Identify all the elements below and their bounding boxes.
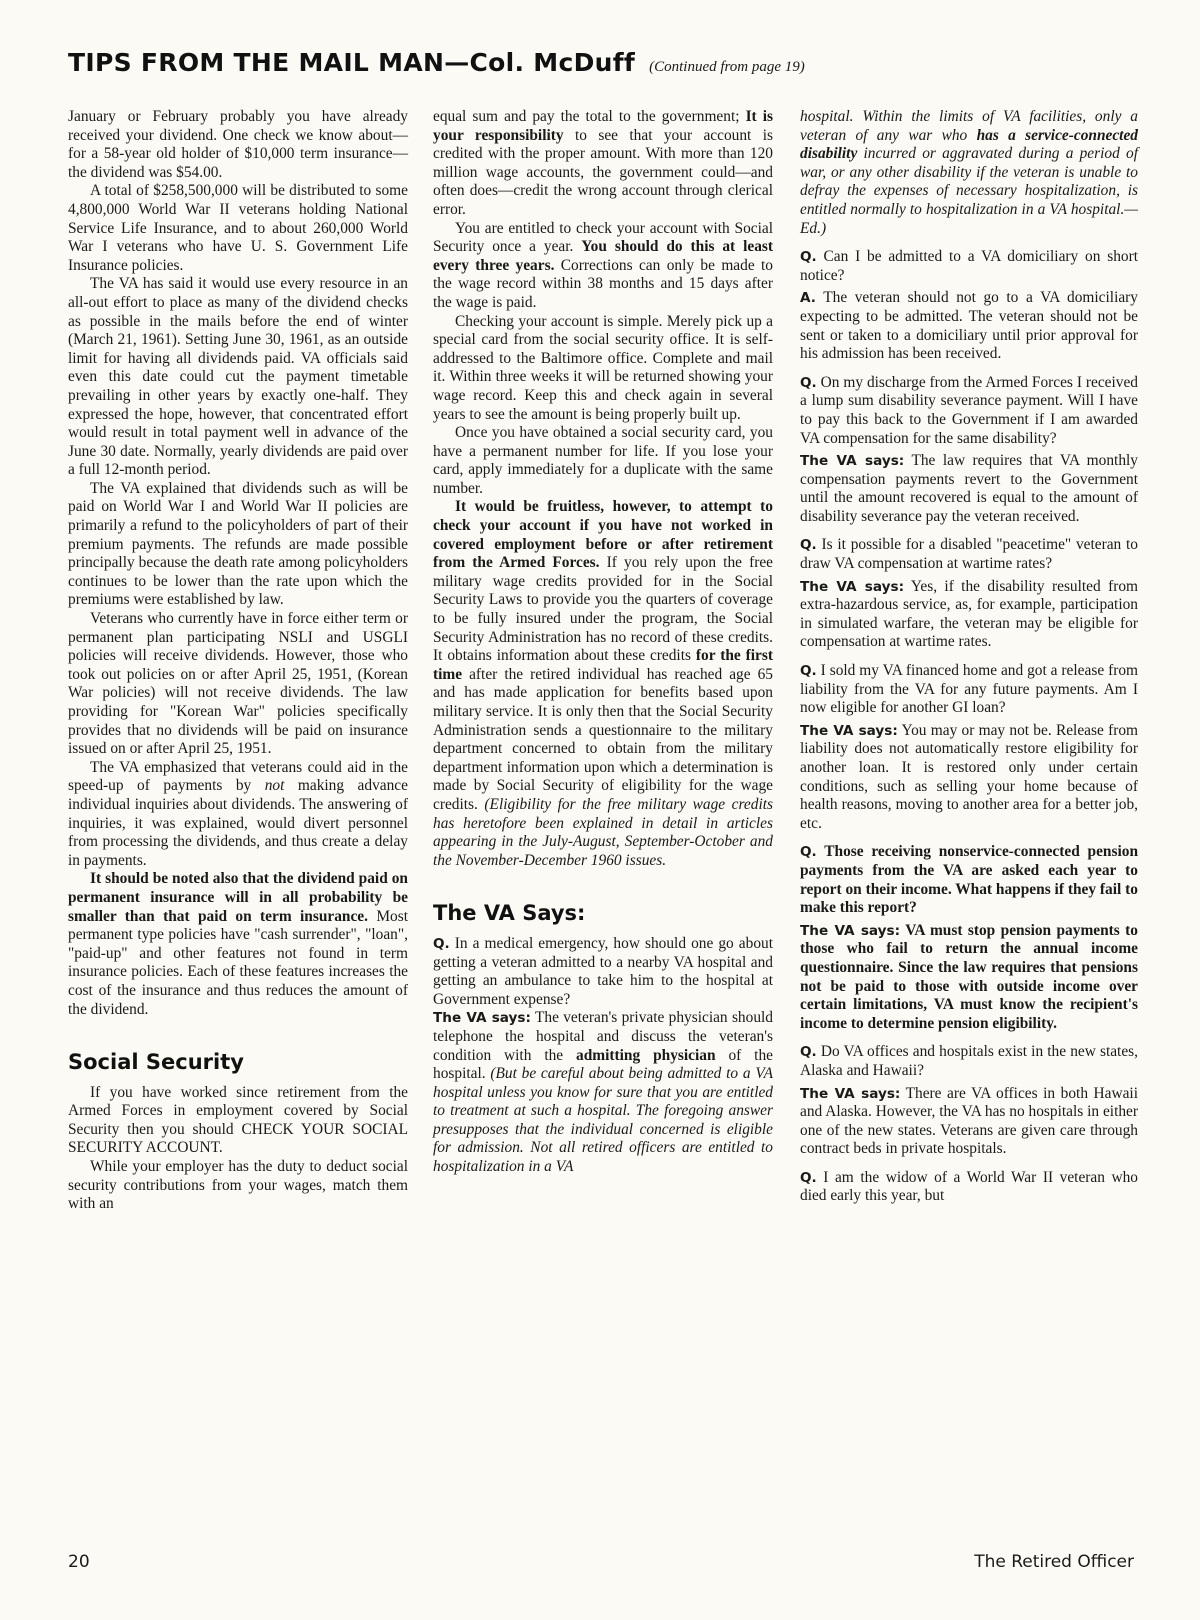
paragraph: If you have worked since retirement from the Armed Forces in employment covered by Social Security then you should CHECK YOUR SOCIAL SECURITY ACCOUNT. — [68, 1083, 408, 1157]
paragraph: The VA explained that dividends such as will be paid on World War I and World War II policies are primarily a refund to the policyholders of part of their premium payments. The refunds are made possible principally because the death rate among policyholders continues to be lower than the rate upon which the premiums were established by law. — [68, 479, 408, 609]
continued-note: (Continued from page 19) — [649, 59, 805, 75]
paragraph: January or February probably you have already received your dividend. One check we know about—for a 58-year old holder of $10,000 term insurance—the dividend was $54.00. — [68, 108, 408, 181]
paragraph: It would be fruitless, however, to attempt to check your account if you have not worked in covered employment before or after retirement from the Armed Forces. If you rely upon the free military wage credits provided for in the Social Security Laws to provide you the quarters of coverage to be fully insured under the program, the Social Security Administration has no record of these credits. It obtains information about these credits for the first time after the retired individual has reached age 65 and has made application for benefits based upon military service. It is only then that the Social Security Administration sends a questionnaire to the military department concerned to obtain from the military department information upon which a determination is made by Social Security of eligibility for the wage credits. (Eligibility for the free military wage credits has heretofore been explained in detail in articles appearing in the July-August, September-October and the November-December 1960 issues. — [433, 498, 774, 869]
paragraph: A total of $258,500,000 will be distributed to some 4,800,000 World War II veterans holding National Service Life Insurance, and to about 260,000 World War I veterans who have U. S. Government Life Insurance policies. — [68, 182, 408, 274]
answer: The VA says: Yes, if the disability resulted from extra-hazardous service, as, for example, participation in simulated warfare, the veteran may be eligible for compensation at wartime rates. — [800, 577, 1138, 651]
paragraph: Veterans who currently have in force either term or permanent plan participating NSLI and USGLI policies will receive dividends. However, those who took out policies on or after April 25, 1951, (Korean War policies) will not receive dividends. The law providing for "Korean War" policies specifically provides that no dividends will be paid on insurance issued on or after April 25, 1951. — [68, 610, 408, 758]
question: Q. Those receiving nonservice-connected pension payments from the VA are asked each year to report on their income. What happens if they fail to make this report? — [800, 843, 1139, 917]
page-number: 20 — [68, 1552, 90, 1572]
question: Q. Is it possible for a disabled "peacetime" veteran to draw VA compensation at wartime rates? — [800, 536, 1138, 573]
answer: The VA says: The law requires that VA monthly compensation payments revert to the Government until the amount recovered is equal to the amount of disability severance pay the veteran received. — [800, 452, 1138, 525]
paragraph: Checking your account is simple. Merely pick up a special card from the social security office. It is self-addressed to the Baltimore office. Complete and mail it. Within three weeks it will be returned showing your wage record. Keep this and check again in several years to see the amount is being properly built up. — [433, 312, 773, 423]
question: Q. On my discharge from the Armed Forces I received a lump sum disability severance payment. Will I have to pay this back to the Government if I am awarded VA compensation for the same disability? — [800, 373, 1138, 447]
question: Q. I am the widow of a World War II veteran who died early this year, but — [800, 1168, 1138, 1205]
paragraph: You are entitled to check your account with Social Security once a year. You should do this at least every three years. Corrections can only be made to the wage record within 38 months and 15 days after the wage is paid. — [433, 219, 774, 311]
article-header — [68, 48, 805, 77]
section-heading-social-security: Social Security — [68, 1050, 244, 1075]
paragraph: hospital. Within the limits of VA facilities, only a veteran of any war who has a service-connected disability incurred or aggravated during a period of war, or any other disability if the veteran is unable to defray the expenses of necessary hospitalization, is entitled normally to hospitalization in a VA hospital.—Ed.) — [800, 108, 1138, 237]
answer: The VA says: There are VA offices in both Hawaii and Alaska. However, the VA has no hospitals in either one of the new states. Veterans are given care through contract beds in private hospitals. — [800, 1084, 1138, 1158]
paragraph: The VA has said it would use every resource in an all-out effort to place as many of the dividend checks as possible in the mails before the end of winter (March 21, 1961). Setting June 30, 1961, as an outside limit for having all dividends paid. VA officials said even this date could cut the payment timetable prevailing in other years by exactly one-half. They expressed the hope, however, that concentrated effort would result in total payment well in advance of the June 30 date. Normally, yearly dividends are paid over a full 12-month period. — [68, 275, 408, 479]
question: Q. In a medical emergency, how should one go about getting a veteran admitted to a nearby VA hospital and getting an ambulance to take him to the hospital at Government expense? — [433, 934, 773, 1008]
column-1 — [68, 108, 408, 1214]
answer: The VA says: The veteran's private physician should telephone the hospital and discuss the veteran's condition with the admitting physician of the hospital. (But be careful about being admitted to a VA hospital unless you know for sure that you are entitled to treatment at such a hospital. The foregoing answer presupposes that the individual concerned is eligible for admission. Not all retired officers are entitled to hospitalization in a VA — [433, 1009, 774, 1176]
answer: A. The veteran should not go to a VA domiciliary expecting to be admitted. The veteran should not be sent or taken to a domiciliary until prior approval for his admission has been received. — [800, 289, 1138, 363]
paragraph: It should be noted also that the dividend paid on permanent insurance will in all probability be smaller than that paid on term insurance. Most permanent type policies have "cash surrender", "loan", "paid-up" and other features not found in term insurance policies. Each of these features increases the cost of the insurance and thus reduces the amount of the dividend. — [68, 870, 408, 1018]
article-title: TIPS FROM THE MAIL MAN—Col. McDuff — [68, 48, 636, 77]
publication-name: The Retired Officer — [974, 1552, 1134, 1572]
question: Q. I sold my VA financed home and got a release from liability from the VA for any future payments. Am I now eligible for another GI loan? — [800, 662, 1138, 717]
paragraph: While your employer has the duty to deduct social security contributions from your wages, match them with an — [68, 1158, 408, 1213]
paragraph: Once you have obtained a social security card, you have a permanent number for life. If you lose your card, apply immediately for a duplicate with the same number. — [433, 424, 773, 497]
answer: The VA says: You may or may not be. Release from liability does not automatically restore eligibility for another loan. It is restored only under certain conditions, such as selling your home because of health reasons, moving to another area for a better job, etc. — [800, 721, 1138, 832]
column-3 — [800, 108, 1138, 1206]
question: Q. Do VA offices and hospitals exist in the new states, Alaska and Hawaii? — [800, 1043, 1138, 1079]
question: Q. Can I be admitted to a VA domiciliary on short notice? — [800, 248, 1138, 284]
column-2 — [433, 108, 773, 1177]
paragraph: The VA emphasized that veterans could aid in the speed-up of payments by not making advance individual inquiries about dividends. The answering of inquiries, it was explained, would divert personnel from processing the dividends, and thus create a delay in payments. — [68, 758, 408, 869]
section-heading-va-says: The VA Says: — [433, 901, 586, 926]
paragraph: equal sum and pay the total to the government; It is your responsibility to see that your account is credited with the proper amount. With more than 120 million wage accounts, the government could—and often does—credit the wrong account through clerical error. — [433, 108, 773, 218]
answer: The VA says: VA must stop pension payments to those who fail to return the annual income questionnaire. Since the law requires that pensions not be paid to those with outside income over certain limitations, VA must know the recipient's income to determine pension eligibility. — [800, 921, 1138, 1032]
